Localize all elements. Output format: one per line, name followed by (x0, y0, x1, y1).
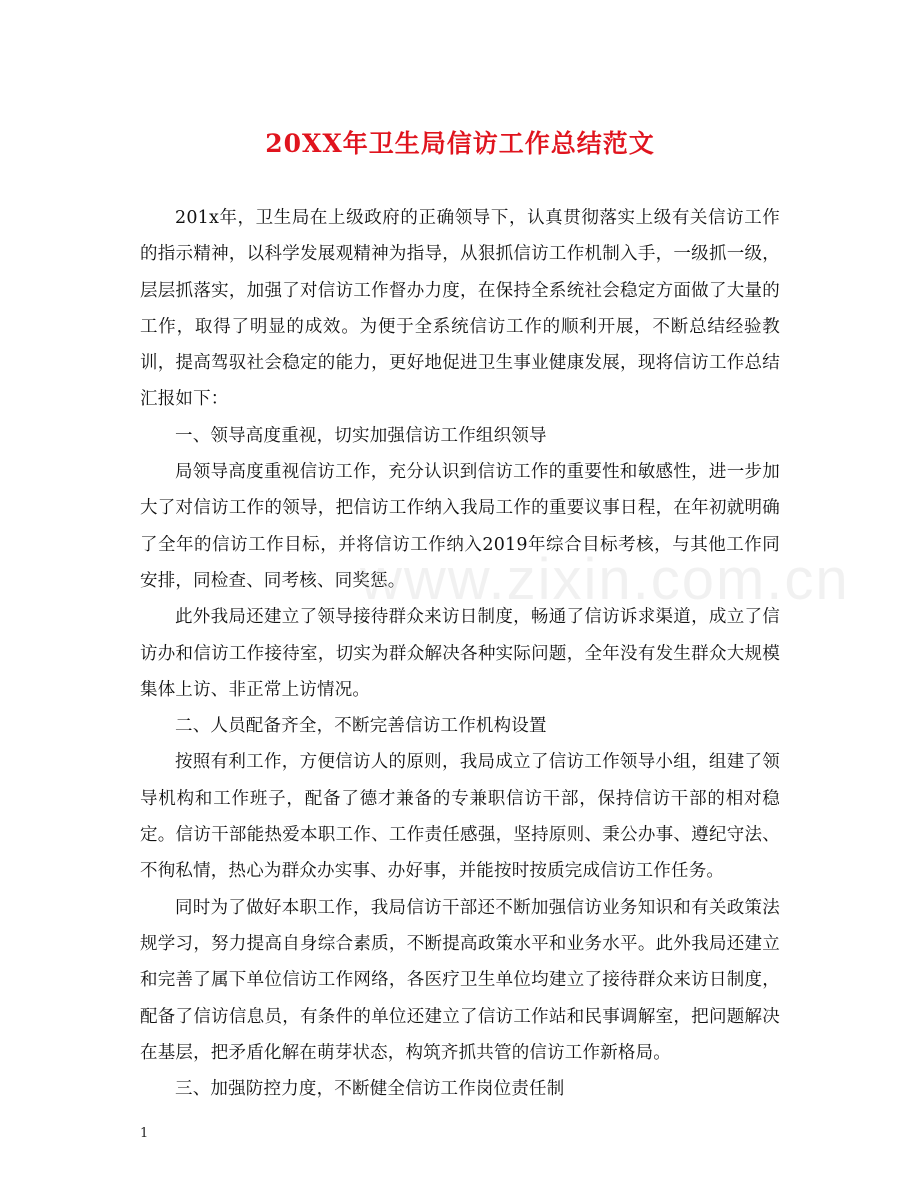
section-heading-3: 三、加强防控力度，不断健全信访工作岗位责任制 (175, 1079, 565, 1100)
document-body (140, 200, 850, 1107)
paragraph-1b: 此外我局还建立了领导接待群众来访日制度，畅通了信访诉求渠道，成立了信访办和信访工作接待室，切实为群众解决各种实际问题，全年没有发生群众大规模集体上访、非正常上访情况。 (140, 607, 780, 700)
section-heading-2: 二、人员配备齐全，不断完善信访工作机构设置 (175, 716, 547, 737)
section-heading-1: 一、领导高度重视，切实加强信访工作组织领导 (175, 425, 547, 446)
page-number: 1 (140, 1126, 149, 1141)
paragraph-1a: 局领导高度重视信访工作，充分认识到信访工作的重要性和敏感性，进一步加大了对信访工作的领导，把信访工作纳入我局工作的重要议事日程，在年初就明确了全年的信访工作目标，并将信访工作纳入2019年综合目标考核，与其他工作同安排，同检查、同考核、同奖惩。 (140, 462, 780, 591)
paragraph-2a: 按照有利工作，方便信访人的原则，我局成立了信访工作领导小组，组建了领导机构和工作班子，配备了德才兼备的专兼职信访干部，保持信访干部的相对稳定。信访干部能热爱本职工作、工作责任感强，坚持原则、秉公办事、遵纪守法、不徇私情，热心为群众办实事、办好事，并能按时按质完成信访工作任务。 (140, 752, 780, 882)
paragraph-intro: 201x年，卫生局在上级政府的正确领导下，认真贯彻落实上级有关信访工作的指示精神，以科学发展观精神为指导，从狠抓信访工作机制入手，一级抓一级，层层抓落实，加强了对信访工作督办力度，在保持全系统社会稳定方面做了大量的工作，取得了明显的成效。为便于全系统信访工作的顺利开展，不断总结经验教训，提高驾驭社会稳定的能力，更好地促进卫生事业健康发展，现将信访工作总结汇报如下： (140, 208, 780, 410)
watermark: www.zixin.com.cn (360, 547, 850, 612)
paragraph-2b: 同时为了做好本职工作，我局信访干部还不断加强信访业务知识和有关政策法规学习，努力提高自身综合素质，不断提高政策水平和业务水平。此外我局还建立和完善了属下单位信访工作网络，各医疗卫生单位均建立了接待群众来访日制度，配备了信访信息员，有条件的单位还建立了信访工作站和民事调解室，把问题解决在基层，把矛盾化解在萌芽状态，构筑齐抓共管的信访工作新格局。 (140, 897, 780, 1063)
document-title: 20XX年卫生局信访工作总结范文 (265, 129, 655, 158)
